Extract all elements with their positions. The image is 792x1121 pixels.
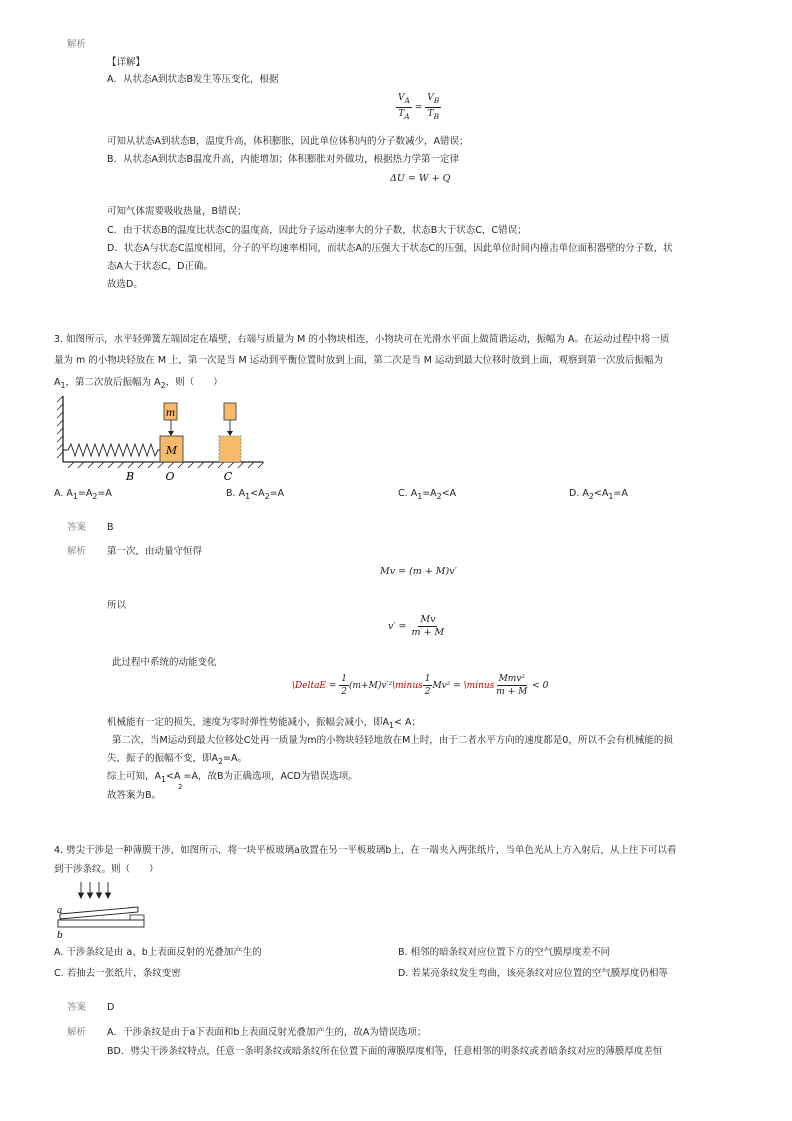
question-3-stem: $A_1$，第二次放后振幅为 $A_2$，则（ ） bbox=[54, 377, 223, 390]
point-C-label: C bbox=[223, 470, 233, 483]
block-m-label: m bbox=[165, 408, 176, 419]
analysis-line: B．从状态A到状态B温度升高，内能增加；体积膨胀对外做功，根据热力学第一定律 bbox=[107, 154, 460, 165]
analysis-line: 态A大于状态C，D正确。 bbox=[107, 261, 213, 272]
wedge-interference-figure bbox=[54, 880, 154, 940]
paper-strips bbox=[130, 915, 144, 920]
spring-oscillator-figure bbox=[56, 392, 268, 484]
question-3-stem: 量为 m 的小物块轻放在 M 上，第一次是当 M 运动到平衡位置时放到上面，第二次是当 M 运动到最大位移时放到上面，观察到第一次放后振幅为 bbox=[54, 355, 664, 366]
point-O-label: O bbox=[165, 470, 175, 483]
question-4-stem: 到干涉条纹。则（ ） bbox=[54, 864, 159, 875]
option-c[interactable]: C. $A_1=A_2<A$ bbox=[398, 488, 457, 501]
question-4-stem: 4. 劈尖干涉是一种薄膜干涉，如图所示，将一块平板玻璃a放置在另一平板玻璃b上，在一端夹入两张纸片，当单色光从上方入射后，从上往下可以看 bbox=[54, 845, 677, 856]
floor bbox=[63, 462, 264, 468]
answer-label: 答案 bbox=[67, 1002, 87, 1013]
option-c[interactable]: C. 若抽去一张纸片，条纹变密 bbox=[54, 968, 181, 979]
wall bbox=[57, 396, 63, 462]
analysis-line: A．干涉条纹是由于a下表面和b上表面反射光叠加产生的，故A为错误选项； bbox=[107, 1027, 427, 1038]
point-B-label: B bbox=[125, 470, 135, 483]
formula-first-law: ΔU = W + Q bbox=[390, 173, 451, 184]
plate-a-label: a bbox=[57, 906, 63, 916]
analysis-line: D．状态A与状态C温度相同，分子的平均速率相同，而状态A的压强大于状态C的压强，因此单位时间内撞击单位面积器壁的分子数，状 bbox=[107, 243, 673, 254]
option-b[interactable]: B. 相邻的暗条纹对应位置下方的空气膜厚度差不同 bbox=[398, 947, 611, 958]
block-M-ghost bbox=[219, 436, 241, 462]
analysis-line: 失，振子的振幅不变，即$A_2=A$。 bbox=[107, 753, 247, 766]
glass-plate-b bbox=[58, 920, 144, 927]
answer-label: 答案 bbox=[67, 522, 87, 533]
formula-energy-change: \DeltaE = $\frac{1}{2}$ (m+M)v′²\minus $\frac{1}{2}$ Mv² = \minus $\frac{\text{Mmv²}}{m + M}$ < 0 bbox=[292, 674, 549, 697]
analysis-line: 第一次，由动量守恒得 bbox=[107, 546, 203, 557]
analysis-line: A．从状态A到状态B发生等压变化，根据 bbox=[107, 74, 279, 85]
option-d[interactable]: D. $A_2<A_1=A$ bbox=[569, 488, 628, 501]
analysis-line: 所以 bbox=[107, 600, 127, 611]
formula-va-ta: $\frac{V_A}{T_A}$ = $\frac{V_B}{T_B}$ bbox=[398, 93, 440, 121]
detail-label: 【详解】 bbox=[107, 57, 146, 68]
analysis-line: 可知从状态A到状态B，温度升高，体积膨胀，因此单位体积内的分子数减少，A错误； bbox=[107, 136, 469, 147]
block-M-label: M bbox=[165, 444, 178, 457]
option-b[interactable]: B. $A_1<A_2=A$ bbox=[226, 488, 285, 501]
option-a[interactable]: A. $A_1=A_2=A$ bbox=[54, 488, 112, 501]
formula-velocity: v′ = $\frac{Mv}{m + M}$ bbox=[388, 614, 445, 638]
glass-plate-a bbox=[60, 907, 138, 919]
incident-light-arrows bbox=[79, 882, 111, 898]
analysis-label: 解析 bbox=[67, 1027, 87, 1038]
conclusion: 故选D。 bbox=[107, 279, 143, 290]
option-d[interactable]: D. 若某亮条纹发生弯曲，该亮条纹对应位置的空气膜厚度仍相等 bbox=[398, 968, 668, 979]
block-m-ghost bbox=[224, 403, 236, 420]
analysis-line: 综上可知，$A_1<A =A$，故B为正确选项，ACD为错误选项。 bbox=[107, 771, 358, 784]
analysis-line: 第二次，当M运动到最大位移处C处再一质量为m的小物块轻轻地放在M上时，由于二者水平方向的速度都是0，所以不会有机械能的损 bbox=[112, 735, 673, 746]
analysis-line: 可知气体需要吸收热量，B错误； bbox=[107, 206, 247, 217]
analysis-line: 机械能有一定的损失，速度为零时弹性势能减小，振幅会减小，即$A_1< A$； bbox=[107, 717, 422, 730]
answer-value: B bbox=[107, 522, 114, 533]
answer-value: D bbox=[107, 1002, 115, 1013]
analysis-label: 解析 bbox=[67, 39, 87, 50]
spring bbox=[63, 444, 160, 456]
question-3-stem: 3. 如图所示，水平轻弹簧左端固定在墙壁，右端与质量为 M 的小物块相连，小物块可在光滑水平面上做简谐运动，振幅为 A。在运动过程中将一质 bbox=[54, 334, 670, 345]
subscript-2: 2 bbox=[178, 783, 183, 791]
analysis-line: BD．劈尖干涉条纹特点，任意一条明条纹或暗条纹所在位置下面的薄膜厚度相等，任意相邻的明条纹或者暗条纹对应的薄膜厚度差恒 bbox=[107, 1046, 663, 1057]
conclusion: 故答案为B。 bbox=[107, 790, 162, 801]
option-a[interactable]: A. 干涉条纹是由 a、b上表面反射的光叠加产生的 bbox=[54, 947, 262, 958]
analysis-line: 此过程中系统的动能变化 bbox=[112, 657, 217, 668]
plate-b-label: b bbox=[57, 931, 63, 940]
analysis-line: C．由于状态B的温度比状态C的温度高，因此分子运动速率大的分子数，状态B大于状态C，C错误； bbox=[107, 225, 527, 236]
formula-momentum: Mv = (m + M)v′ bbox=[380, 566, 457, 577]
analysis-label: 解析 bbox=[67, 546, 87, 557]
